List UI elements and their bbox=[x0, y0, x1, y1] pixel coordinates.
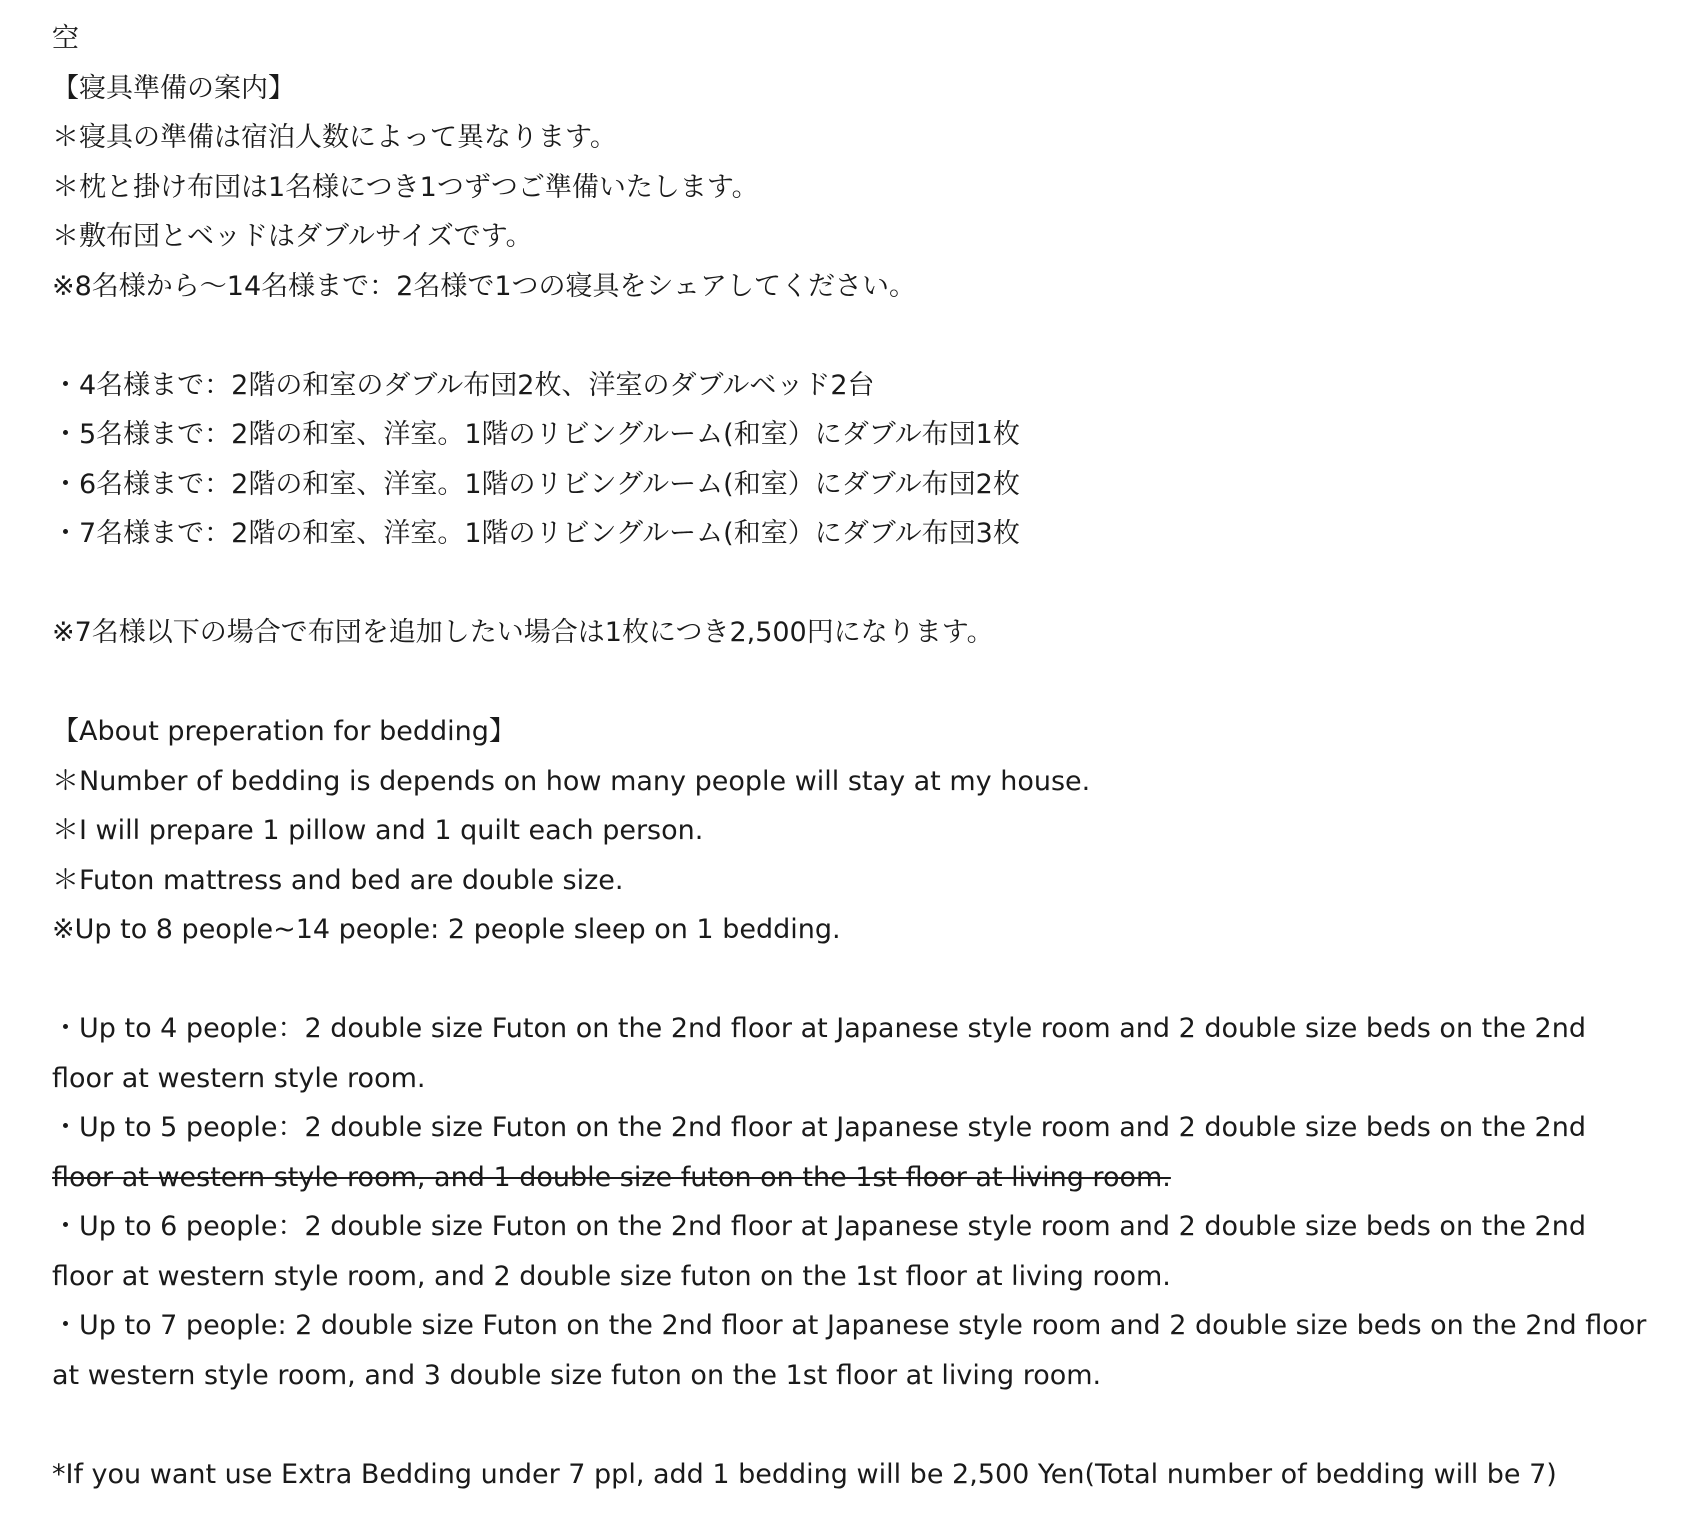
jp-note: ＊敷布団とベッドはダブルサイズです。 bbox=[52, 221, 533, 252]
jp-note: ※8名様から〜14名様まで：2名様で1つの寝具をシェアしてください。 bbox=[52, 270, 916, 302]
en-list-item-line-struck: floor at western style room, and 1 double size futon on the 1st floor at living room. bbox=[52, 1161, 1171, 1193]
jp-extra-note: ※7名様以下の場合で布団を追加したい場合は1枚につき2,500円になります。 bbox=[52, 617, 994, 648]
en-extra-note: *If you want use Extra Bedding under 7 ppl, add 1 bedding will be 2,500 Yen(Total number of bedding will be 7) bbox=[52, 1458, 1557, 1490]
jp-list-item: ・5名様まで：2階の和室、洋室。1階のリビングルーム(和室）にダブル布団1枚 bbox=[52, 419, 1020, 450]
jp-list-item: ・7名様まで：2階の和室、洋室。1階のリビングルーム(和室）にダブル布団3枚 bbox=[52, 518, 1020, 549]
spacer bbox=[52, 955, 1652, 1005]
jp-note: ＊枕と掛け布団は1名様につき1つずつご準備いたします。 bbox=[52, 171, 759, 203]
jp-list-item: ・6名様まで：2階の和室、洋室。1階のリビングルーム(和室）にダブル布団2枚 bbox=[52, 468, 1020, 500]
document-body bbox=[52, 14, 1652, 1499]
en-list-item-line: floor at western style room, and 2 double size futon on the 1st floor at living room. bbox=[52, 1260, 1171, 1292]
en-note: ＊Futon mattress and bed are double size. bbox=[52, 864, 624, 896]
en-note: ＊I will prepare 1 pillow and 1 quilt each person. bbox=[52, 815, 704, 846]
en-note: ※Up to 8 people~14 people: 2 people sleep on 1 bedding. bbox=[52, 914, 841, 945]
spacer bbox=[52, 1400, 1652, 1450]
en-list-item-line: ・Up to 6 people：2 double size Futon on the 2nd floor at Japanese style room and 2 double size beds on the 2nd bbox=[52, 1211, 1586, 1242]
en-list-item-line: ・Up to 7 people: 2 double size Futon on the 2nd floor at Japanese style room and 2 double size beds on the 2nd floor bbox=[52, 1310, 1647, 1341]
en-list-item-line: ・Up to 5 people：2 double size Futon on the 2nd floor at Japanese style room and 2 double size beds on the 2nd bbox=[52, 1112, 1586, 1143]
jp-title: 【寝具準備の案内】 bbox=[52, 72, 295, 104]
jp-note: ＊寝具の準備は宿泊人数によって異なります。 bbox=[52, 122, 617, 153]
heading-char: 空 bbox=[52, 23, 79, 54]
en-title: 【About preperation for bedding】 bbox=[52, 716, 516, 747]
en-list-item-line: floor at western style room. bbox=[52, 1062, 426, 1094]
en-list-item-line: ・Up to 4 people：2 double size Futon on the 2nd floor at Japanese style room and 2 double size beds on the 2nd bbox=[52, 1013, 1586, 1044]
en-list-item-line: at western style room, and 3 double size futon on the 1st floor at living room. bbox=[52, 1359, 1102, 1391]
spacer bbox=[52, 559, 1652, 609]
jp-list-item: ・4名様まで：2階の和室のダブル布団2枚、洋室のダブルベッド2台 bbox=[52, 369, 875, 401]
spacer bbox=[52, 658, 1652, 708]
en-note: ＊Number of bedding is depends on how many people will stay at my house. bbox=[52, 765, 1091, 797]
spacer bbox=[52, 311, 1652, 361]
